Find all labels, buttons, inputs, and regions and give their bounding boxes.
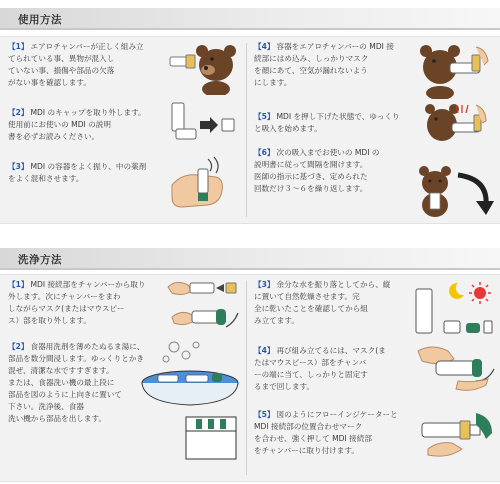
usage-step-4 xyxy=(254,41,416,89)
drying-parts-icon xyxy=(414,285,496,337)
step-number: 【4】 xyxy=(254,42,275,51)
teddy-bear-icon xyxy=(168,39,240,95)
step-text: MDI を押し下げた状態で、ゆっくり と吸入を始めます。 xyxy=(254,112,400,133)
header-rule xyxy=(0,268,500,270)
hand-icon xyxy=(168,155,240,217)
step-number: 【2】 xyxy=(8,342,29,351)
step-text: 食器用洗剤を薄めたぬるま湯に、 部品を数分間浸します。ゆっくりとかき 混ぜ、清潔な水ですすぎます。 または、食器洗い機の最上段に 部品を図のように上向きに置いて 下さい。洗浄後、食器 洗い機から部品を出します。 xyxy=(8,342,145,423)
usage-step-1 xyxy=(8,41,166,89)
usage-section-title: 使用方法 xyxy=(18,14,62,26)
step-number: 【5】 xyxy=(254,410,275,419)
teddy-bear-icon xyxy=(424,99,496,149)
washing-step-1 xyxy=(8,279,168,327)
step-text: 再び組み立てるには、マスク(ま たはマウスピース）部をチャンバ ーの端に当て、しっかりと固定す るまで回します。 xyxy=(254,346,386,391)
washing-step-3 xyxy=(254,279,414,327)
usage-step-3 xyxy=(8,161,168,185)
step-number: 【2】 xyxy=(8,108,29,117)
step-text: 容器をエアロチャンバーの MDI 接 続部にはめ込み、しっかりマスク を顔にあて、空気が漏れないよう にします。 xyxy=(254,42,394,87)
usage-step-2 xyxy=(8,107,170,143)
wash-basin-icon xyxy=(100,339,240,461)
washing-panel xyxy=(0,274,500,482)
curved-arrow-icon xyxy=(416,163,498,219)
step-text: 余分な水を振り落としてから、縦 に置いて自然乾燥させます。完 全に乾いたことを確認してから組 み立てます。 xyxy=(254,280,391,325)
connector-alignment-icon xyxy=(418,405,496,465)
column-divider xyxy=(246,43,247,217)
usage-section-header xyxy=(0,8,500,30)
header-rule xyxy=(0,28,500,30)
step-text: MDI 接続部をチャンバーから取り 外します。次にチャンバーをまわ しながらマスク(またはマウスピー ス）部を取り外します。 xyxy=(8,280,146,325)
step-number: 【3】 xyxy=(8,162,29,171)
step-number: 【6】 xyxy=(254,148,275,157)
step-text: MDI のキャップを取り外します。 使用前にお使いの MDI の説明 書を必ずお読みください。 xyxy=(8,108,146,141)
assembly-icon xyxy=(416,345,496,395)
washing-step-5 xyxy=(254,409,418,457)
step-text: 次の吸入までお使いの MDI の 説明書に従って間隔を開けます。 医師の指示に基づき、定められた 回数だけ３～６を繰り返します。 xyxy=(254,148,380,193)
step-number: 【4】 xyxy=(254,346,275,355)
step-number: 【1】 xyxy=(8,280,29,289)
step-number: 【5】 xyxy=(254,112,275,121)
inhaler-icon xyxy=(168,99,240,147)
teddy-bear-icon xyxy=(420,39,496,99)
column-divider xyxy=(246,281,247,475)
usage-panel xyxy=(0,36,500,224)
usage-step-5 xyxy=(254,111,422,135)
washing-section-header xyxy=(0,248,500,270)
step-text: エアロチャンバーが正しく組み立 てられている事、異物が混入し ていない事、損傷や部品の欠落 がない事を確認します。 xyxy=(8,42,144,87)
washing-step-4 xyxy=(254,345,414,393)
usage-step-6 xyxy=(254,147,422,195)
step-text: MDI の容器をよく振り、中の薬剤 をよく混和させます。 xyxy=(8,162,147,183)
step-number: 【3】 xyxy=(254,280,275,289)
aerochamber-icon xyxy=(166,277,242,333)
washing-section-title: 洗浄方法 xyxy=(18,254,62,266)
step-number: 【1】 xyxy=(8,42,29,51)
step-text: 図のようにフローインジケーターと MDI 接続部の位置合わせマーク を合わせ、強く押して MDI 接続部 をチャンバーに取り付けます。 xyxy=(254,410,398,455)
